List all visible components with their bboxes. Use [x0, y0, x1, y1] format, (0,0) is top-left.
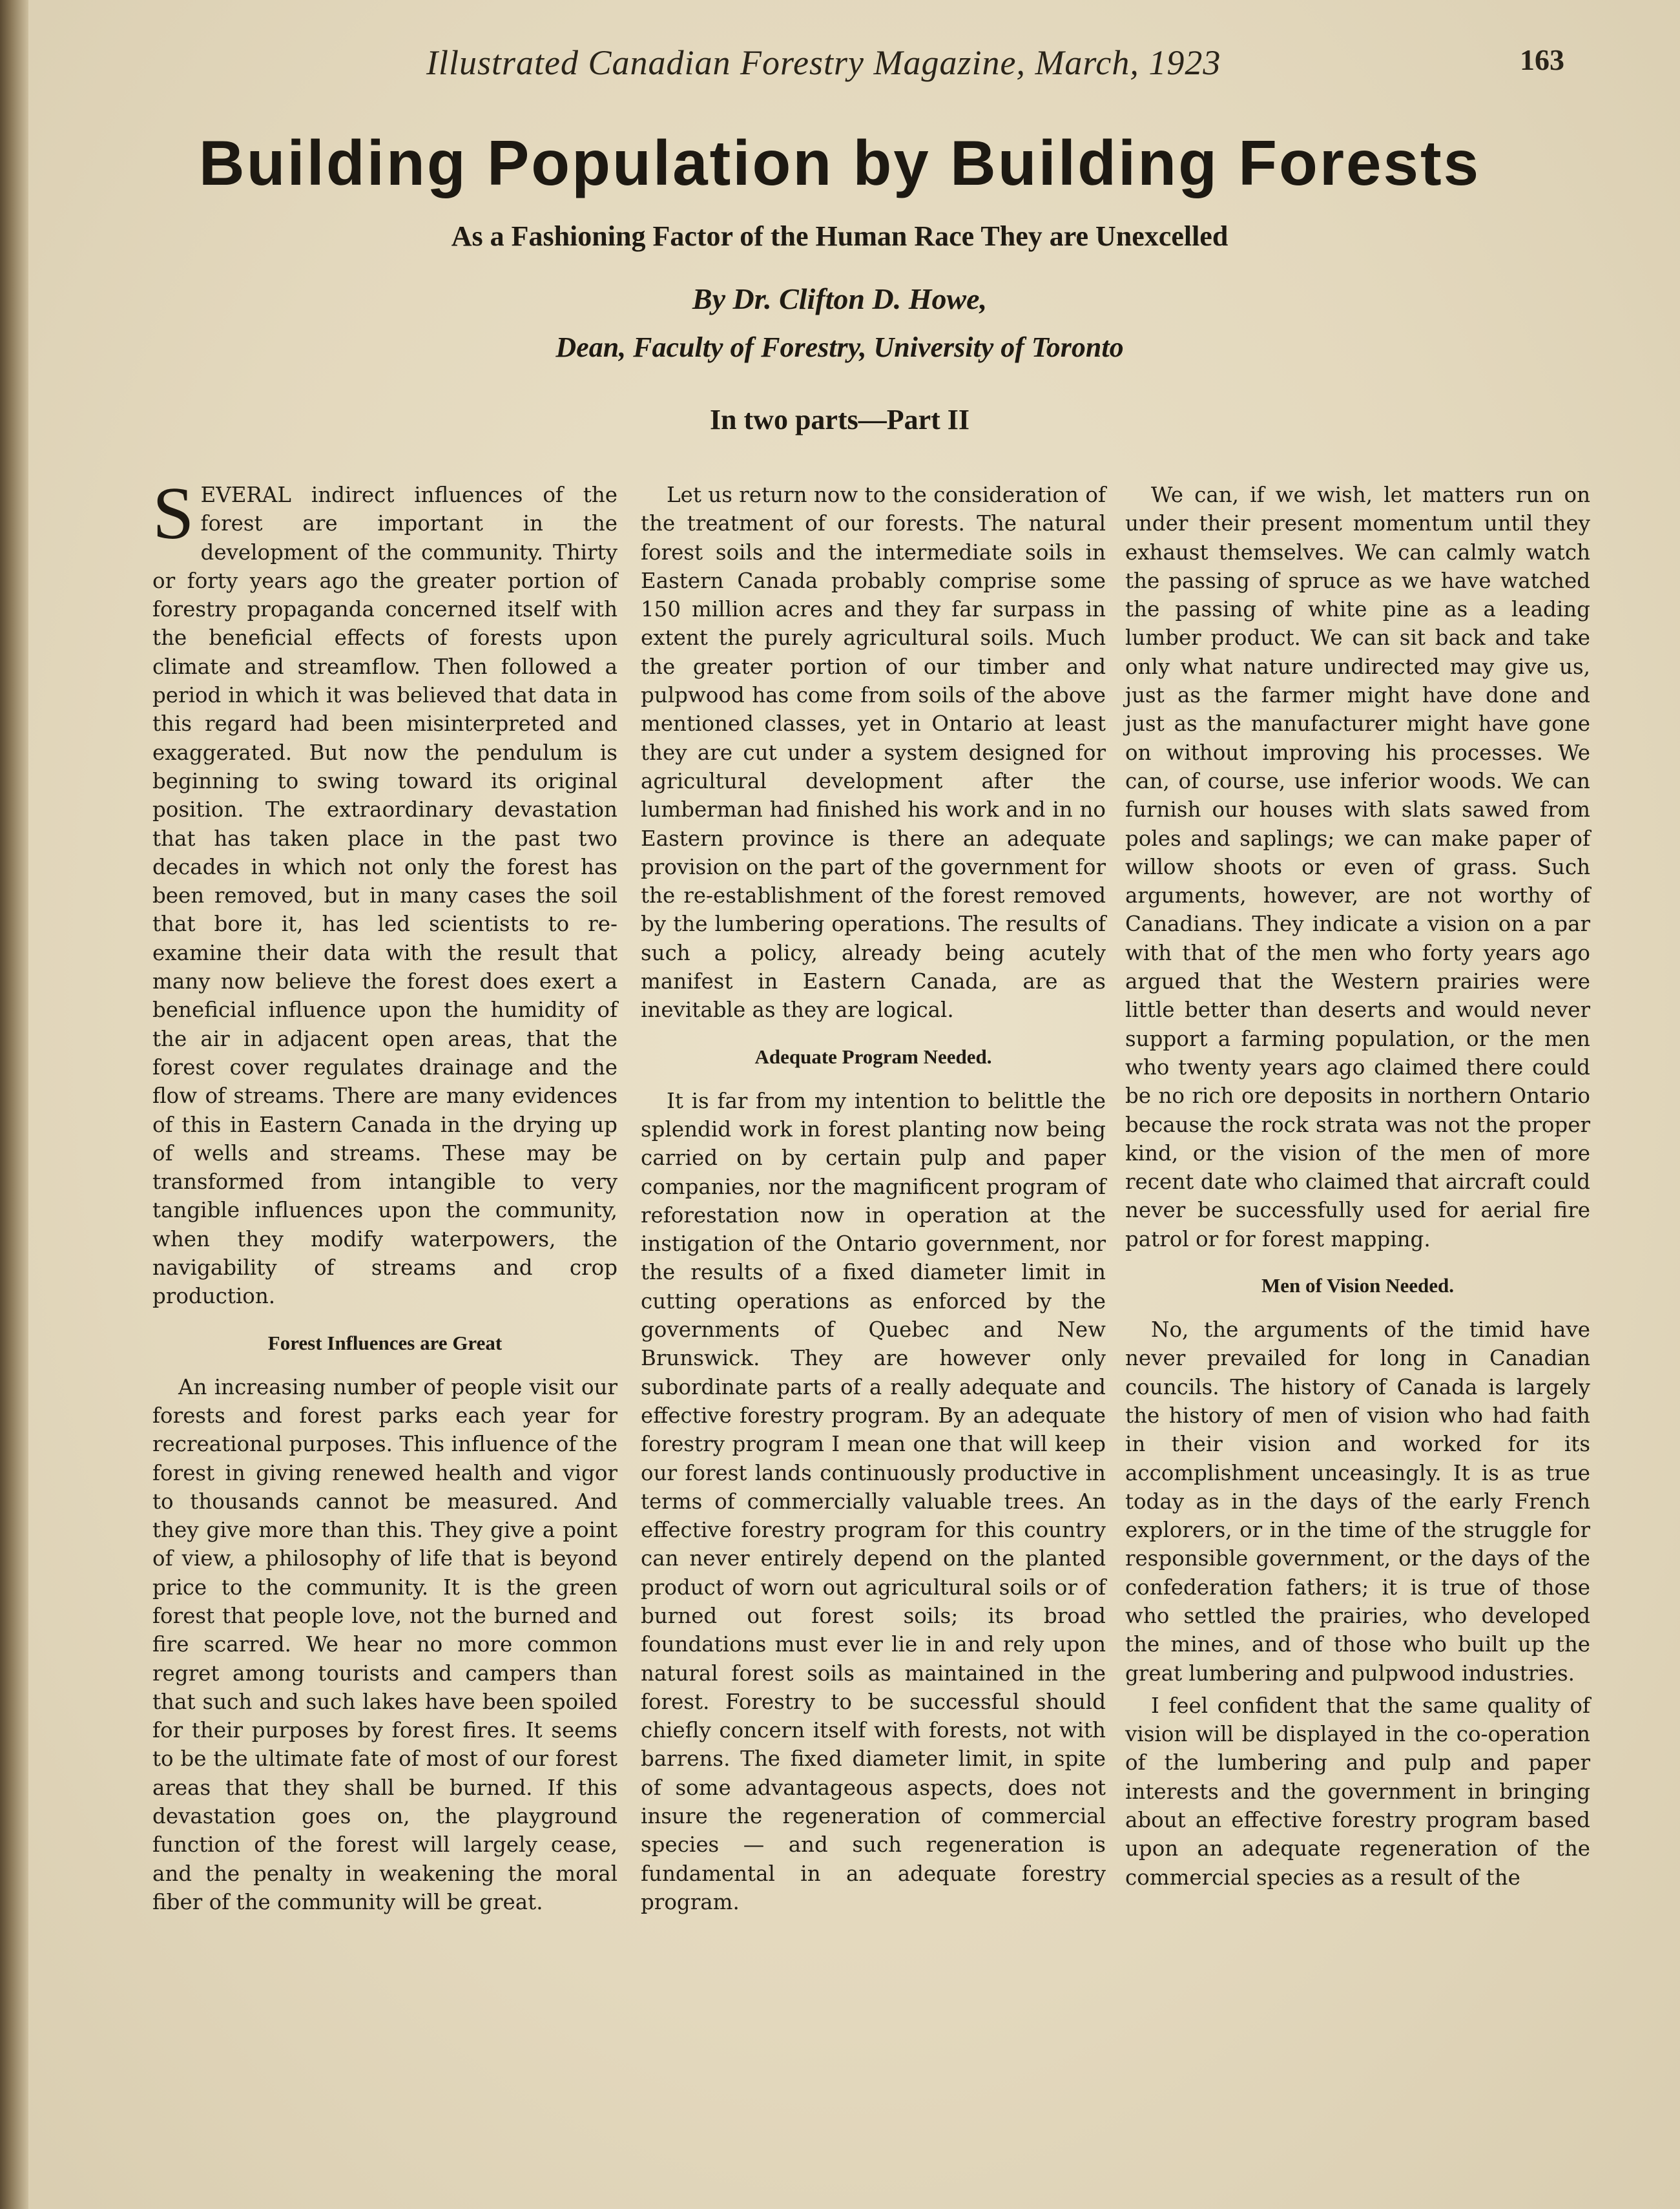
column-2 [641, 481, 1106, 2161]
paragraph: No, the arguments of the timid have never prevailed for long in Canadian councils. The history of Canada is largely the history of men of vision who had faith in their vision and worked for its accomplishment unceasingly. It is as true today as in the days of the early French explorers, or in the time of the struggle for responsible government, or the days of the confederation fathers; it is true of those who settled the prairies, who developed the mines, and of those who built up the great lumbering and pulpwood industries. [1125, 1317, 1590, 1686]
section-heading: Men of Vision Needed. [1261, 1274, 1454, 1297]
part-label: In two parts—Part II [709, 404, 970, 435]
paragraph-text: EVERAL indirect influences of the forest are important in the development of the community. Thirty or forty years ago the greater portion of forestry propaganda concerned itself with the beneficial effects of forests upon climate and streamflow. Then followed a period in which it was believed that data in this regard had been misinterpreted and exaggerated. But now the pendulum is beginning to swing toward its original position. The extraordinary devastation that has taken place in the past two decades in which not only the forest has been removed, but in many cases the soil that bore it, has led scientists to re-examine their data with the result that many now believe the forest does exert a beneficial influence upon the humidity of the air in adjacent open areas, that the forest cover regulates drainage and the flow of streams. There are many evidences of this in Eastern Canada in the drying up of wells and streams. These may be transformed from intangible to very tangible influences upon the community, when they modify waterpowers, the navigability of streams and crop production. [152, 483, 617, 1309]
paragraph [152, 472, 617, 1311]
article-subtitle: As a Fashioning Factor of the Human Race They are Unexcelled [451, 220, 1229, 252]
paragraph: Let us return now to the consideration of the treatment of our forests. The natural forest soils and the intermediate soils in Eastern Canada probably comprise some 150 million acres and they far surpass in extent the purely agricultural soils. Much the greater portion of our timber and pulpwood has come from soils of the above mentioned classes, yet in Ontario at least they are cut under a system designed for agricultural development after the lumberman had finished his work and in no Eastern province is there an adequate provision on the part of the government for the re-establishment of the forest removed by the lumbering operations. The results of such a policy, already being acutely manifest in Eastern Canada, are as inevitable as they are logical. [641, 483, 1106, 1023]
author-byline: By Dr. Clifton D. Howe, [692, 282, 988, 315]
paragraph: It is far from my intention to belittle the splendid work in forest planting now being carried on by certain pulp and paper companies, nor the magnificent program of reforestation now in operation at the instigation of the Ontario government, nor the results of a fixed diameter limit in cutting operations as enforced by the governments of Quebec and New Brunswick. They are however only subordinate parts of a really adequate and effective forestry program. By an adequate forestry program I mean one that will keep our forest lands continuously productive in terms of commercially valuable trees. An effective forestry program for this country can never entirely depend on the planted product of worn out agricultural soils or of burned out forest soils; its broad foundations must ever lie in and rely upon natural forest soils as maintained in the forest. Forestry to be successful should chiefly concern itself with forests, not with barrens. The fixed diameter limit, in spite of some advantageous aspects, does not insure the regeneration of commercial species — and such regeneration is fundamental in an adequate forestry program. [641, 1088, 1106, 1914]
paragraph: We can, if we wish, let matters run on under their present momentum until they exhaust themselves. We can calmly watch the passing of spruce as we have watched the passing of white pine as a leading lumber product. We can sit back and take only what nature undirected may give us, just as the farmer might have done and just as the manufacturer might have gone on without improving his processes. We can, of course, use inferior woods. We can furnish our houses with slats sawed from poles and saplings; we can make paper of willow shoots or even of grass. Such arguments, however, are not worthy of Canadians. They indicate a vision on a par with that of the men who forty years ago argued that the Western prairies were little better than deserts and would never support a farming population, or the men who twenty years ago claimed there could be no rich ore deposits in northern Ontario because the rock strata was not the proper kind, or the vision of the men of more recent date who claimed that aircraft could never be successfully used for aerial fire patrol or for forest mapping. [1125, 483, 1590, 1251]
section-heading: Adequate Program Needed. [754, 1045, 992, 1068]
paragraph: An increasing number of people visit our forests and forest parks each year for recreational purposes. This influence of the forest in giving renewed health and vigor to thousands cannot be measured. And they give more than this. They give a point of view, a philosophy of life that is beyond price to the community. It is the green forest that people love, not the burned and fire scarred. We hear no more common regret among tourists and campers than that such and such lakes have been spoiled for their purposes by forest fires. It seems to be the ultimate fate of most of our forest areas that they shall be burned. If this devastation goes on, the playground function of the forest will largely cease, and the penalty in weakening the moral fiber of the community will be great. [152, 1374, 617, 1914]
drop-cap: S [152, 472, 194, 555]
paragraph: I feel confident that the same quality of vision will be displayed in the co-operation of the lumbering and pulp and paper interests and the government in bringing about an effective forestry program based upon an adequate regeneration of the commercial species as a result of the [1125, 1693, 1590, 1890]
page-number: 163 [1520, 43, 1564, 76]
column-1 [152, 472, 617, 2161]
author-affiliation: Dean, Faculty of Forestry, University of Toronto [555, 331, 1124, 363]
article-title: Building Population by Building Forests [198, 127, 1481, 198]
column-3 [1125, 481, 1590, 2161]
binding-edge [0, 0, 28, 2209]
running-header: Illustrated Canadian Forestry Magazine, March, 1923 [426, 43, 1221, 82]
section-heading: Forest Influences are Great [267, 1331, 503, 1354]
